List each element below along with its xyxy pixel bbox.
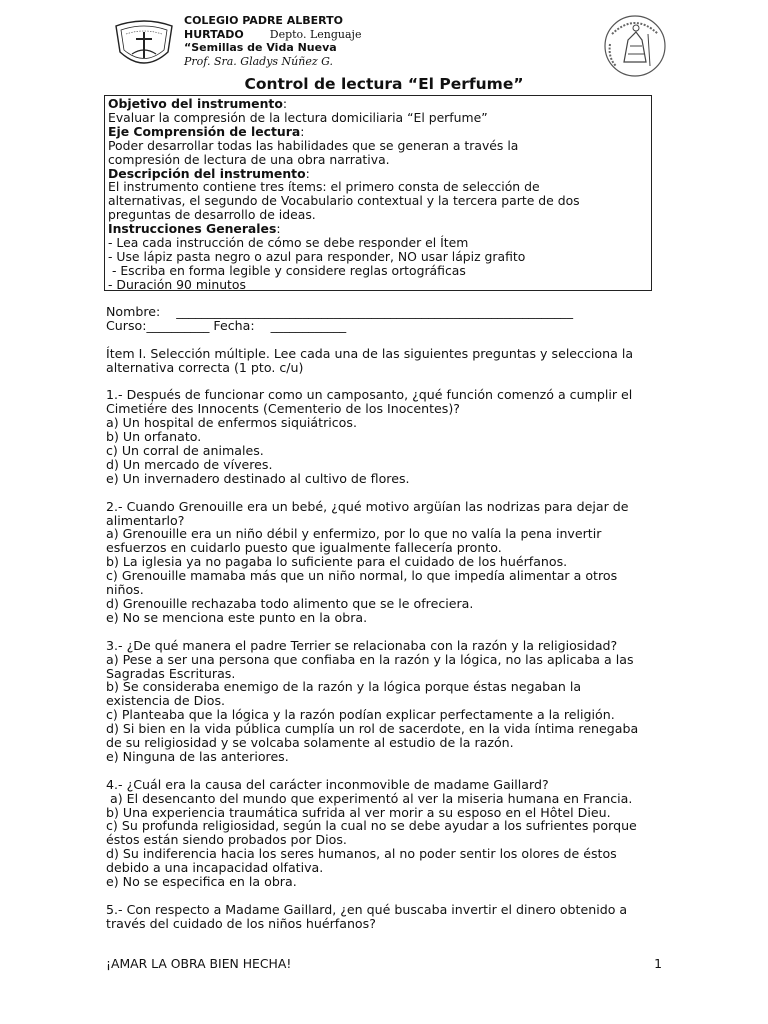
school-header: [184, 14, 361, 68]
answer-option: c) Un corral de animales.: [106, 443, 264, 459]
question-line: 3.- ¿De qué manera el padre Terrier se relacionaba con la razón y la religiosidad?: [106, 637, 618, 653]
answer-option: a) Pese a ser una persona que confiaba en la razón y la lógica, no las aplicaba a las: [106, 651, 634, 667]
course-date-field[interactable]: Curso:__________ Fecha: ____________: [106, 317, 347, 333]
answer-option: e) No se especifica en la obra.: [106, 874, 297, 890]
answer-option: d) Su indiferencia hacia los seres humanos, al no poder sentir los olores de éstos: [106, 846, 617, 862]
item1-instruction-line: alternativa correcta (1 pto. c/u): [106, 359, 304, 375]
answer-option: d) Grenouille rechazaba todo alimento que se le ofreciera.: [106, 595, 474, 611]
question-2: [106, 500, 666, 625]
description-colon: :: [305, 165, 310, 181]
answer-option: a) Un hospital de enfermos siquiátricos.: [106, 415, 357, 431]
answer-option: existencia de Dios.: [106, 693, 226, 709]
answer-option: Sagradas Escrituras.: [106, 665, 236, 681]
answer-option: debido a una incapacidad olfativa.: [106, 860, 324, 876]
question-line: alimentarlo?: [106, 512, 185, 528]
answer-option: e) Un invernadero destinado al cultivo de flores.: [106, 470, 410, 486]
answer-option: niños.: [106, 582, 144, 598]
instruction-line: - Duración 90 minutos: [108, 276, 246, 292]
objective-heading: Objetivo del instrumento: [108, 96, 283, 111]
description-text-line: preguntas de desarrollo de ideas.: [108, 207, 316, 223]
description-text-line: alternativas, el segundo de Vocabulario contextual y la tercera parte de dos: [108, 193, 580, 209]
instructions-heading: Instrucciones Generales: [108, 221, 277, 237]
exam-body: [106, 305, 666, 931]
instruction-line: - Escriba en forma legible y considere reglas ortográficas: [108, 262, 466, 278]
teacher-name: Prof. Sra. Gladys Núñez G.: [184, 54, 334, 68]
school-name-line1: COLEGIO PADRE ALBERTO: [184, 14, 344, 27]
question-1: [106, 388, 666, 485]
question-4: [106, 778, 666, 889]
objective-colon: :: [282, 96, 288, 111]
question-line: 1.- Después de funcionar como un camposanto, ¿qué función comenzó a cumplir el: [106, 387, 633, 403]
answer-option: d) Si bien en la vida pública cumplía un rol de sacerdote, en la vida íntima renegaba: [106, 721, 639, 737]
page-footer: [106, 956, 662, 971]
language-department-seal-icon: [602, 10, 668, 82]
axis-text-line: Poder desarrollar todas las habilidades que se generan a través la: [108, 137, 519, 153]
answer-option: e) Ninguna de las anteriores.: [106, 748, 289, 764]
school-motto: “Semillas de Vida Nueva: [184, 41, 337, 54]
school-crest-icon: [112, 18, 176, 72]
answer-option: c) Su profunda religiosidad, según la cual no se debe ayudar a los sufrientes porque: [106, 818, 637, 834]
question-line: 5.- Con respecto a Madame Gaillard, ¿en qué buscaba invertir el dinero obtenido a: [106, 901, 628, 917]
answer-option: c) Grenouille mamaba más que un niño normal, lo que impedía alimentar a otros: [106, 568, 618, 584]
instructions-colon: :: [276, 221, 281, 237]
answer-option: a) Grenouille era un niño débil y enfermizo, por lo que no valía la pena invertir: [106, 526, 602, 542]
department-label: Depto. Lenguaje: [269, 27, 362, 41]
student-name-field[interactable]: Nombre: _______________________________________________________________: [106, 304, 573, 319]
objective-text: Evaluar la compresión de la lectura domiciliaria “El perfume”: [108, 109, 488, 125]
answer-option: c) Planteaba que la lógica y la razón podían explicar perfectamente a la religión.: [106, 707, 615, 723]
question-5: [106, 903, 666, 931]
answer-option: b) Se consideraba enemigo de la razón y la lógica porque éstas negaban la: [106, 679, 582, 695]
question-line: 4.- ¿Cuál era la causa del carácter inconmovible de madame Gaillard?: [106, 776, 549, 792]
axis-heading: Eje Comprensión de lectura: [108, 123, 301, 139]
answer-option: éstos están siendo probados por Dios.: [106, 832, 347, 848]
answer-option: b) Una experiencia traumática sufrida al ver morir a su esposo en el Hôtel Dieu.: [106, 804, 611, 820]
answer-option: a) El desencanto del mundo que experimentó al ver la miseria humana en Francia.: [106, 790, 633, 806]
item1-instruction-line: Ítem I. Selección múltiple. Lee cada una de las siguientes preguntas y selecciona la: [106, 345, 634, 361]
document-title: Control de lectura “El Perfume”: [244, 75, 524, 93]
answer-option: d) Un mercado de víveres.: [106, 456, 273, 472]
answer-option: e) No se menciona este punto en la obra.: [106, 609, 368, 625]
instruction-line: - Use lápiz pasta negro o azul para responder, NO usar lápiz grafito: [108, 248, 526, 264]
instruction-line: - Lea cada instrucción de cómo se debe responder el Ítem: [108, 235, 469, 251]
question-line: través del cuidado de los niños huérfanos?: [106, 915, 376, 931]
answer-option: b) La iglesia ya no pagaba lo suficiente para el cuidado de los huérfanos.: [106, 554, 568, 570]
footer-motto: ¡AMAR LA OBRA BIEN HECHA!: [106, 956, 292, 971]
question-3: [106, 639, 666, 764]
answer-option: de su religiosidad y se volcaba solamente al estudio de la razón.: [106, 735, 514, 751]
answer-option: esfuerzos en cuidarlo puesto que igualmente fallecería pronto.: [106, 540, 502, 556]
answer-option: b) Un orfanato.: [106, 429, 202, 445]
axis-colon: :: [300, 123, 305, 139]
axis-text-line: compresión de lectura de una obra narrativa.: [108, 151, 390, 167]
question-line: Cimetiére des Innocents (Cementerio de los Inocentes)?: [106, 401, 460, 417]
instrument-info-box: [104, 95, 652, 291]
description-heading: Descripción del instrumento: [108, 165, 306, 181]
school-name-line2: HURTADO: [184, 27, 244, 41]
description-text-line: El instrumento contiene tres ítems: el primero consta de selección de: [108, 179, 540, 195]
question-line: 2.- Cuando Grenouille era un bebé, ¿qué motivo argüían las nodrizas para dejar de: [106, 498, 629, 514]
page-number: 1: [654, 956, 662, 971]
